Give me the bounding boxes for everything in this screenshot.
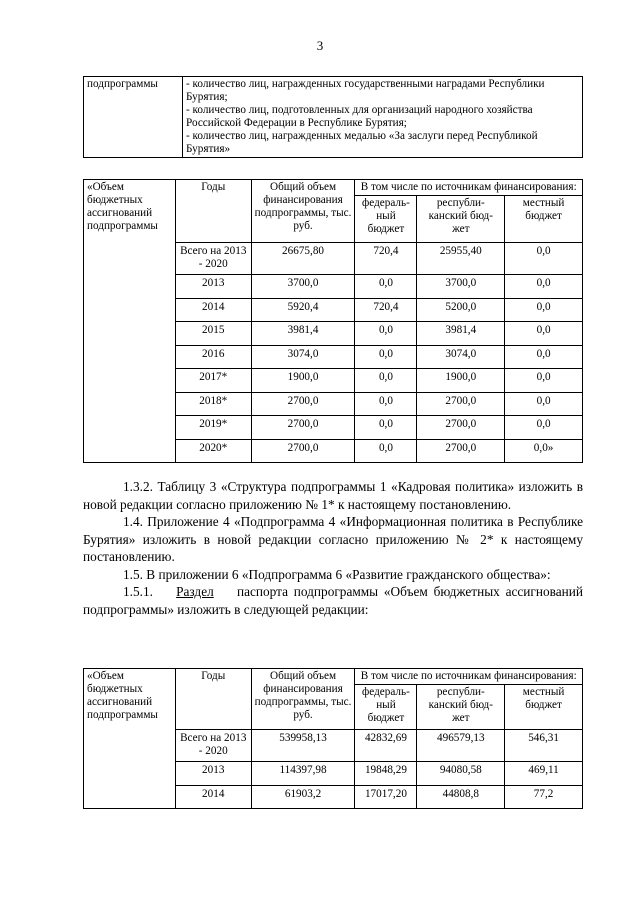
cell-total: 114397,98 [251,762,355,786]
indicators-list [183,77,583,158]
cell-republic: 94080,58 [417,762,505,786]
cell-federal: 0,0 [355,392,417,416]
paragraph-1-4: 1.4. Приложение 4 «Подпрограмма 4 «Информационная политика в Республике Бурятия» изложить в новой редакции согласно приложению № 2* к настоящему постановлению. [83,514,583,564]
cell-year: 2014 [175,785,251,809]
cell-total: 539958,13 [251,730,355,762]
cell-total: 1900,0 [251,369,355,393]
cell-local: 0,0 [505,345,583,369]
cell-republic: 2700,0 [417,392,505,416]
header-local: местный бюджет [505,196,583,243]
paragraph-1-3-2: 1.3.2. Таблицу 3 «Структура подпрограммы 1 «Кадровая политика» изложить в новой редакции согласно приложению № 1* к настоящему постановлению. [83,479,583,512]
header-sources: В том числе по источникам финансирования: [355,180,583,196]
cell-republic: 1900,0 [417,369,505,393]
cell-republic: 25955,40 [417,243,505,275]
cell-republic: 2700,0 [417,439,505,463]
header-local: местный бюджет [505,685,583,730]
header-republic: республи-канский бюд-жет [417,196,505,243]
cell-republic: 496579,13 [417,730,505,762]
row-label: подпрограммы [84,77,183,158]
indicator-item: - количество лиц, награжденных государственными наградами Республики Бурятия; [186,78,545,103]
indicator-item: - количество лиц, награжденных медалью «За заслуги перед Республикой Бурятия» [186,130,538,155]
cell-federal: 0,0 [355,416,417,440]
cell-federal: 0,0 [355,369,417,393]
cell-local: 0,0 [505,322,583,346]
cell-total: 3981,4 [251,322,355,346]
cell-local: 469,11 [505,762,583,786]
header-federal: федераль-ный бюджет [355,196,417,243]
header-total: Общий объем финансирования подпрограммы, тыс. руб. [251,669,355,730]
cell-total: 61903,2 [251,785,355,809]
cell-total: 3700,0 [251,275,355,299]
cell-year: 2014 [175,298,251,322]
header-years: Годы [175,180,251,243]
cell-federal: 19848,29 [355,762,417,786]
paragraph-text: паспорта подпрограммы «Объем бюджетных ассигнований подпрограммы» изложить в следующей редакции: [83,584,583,617]
indicator-item: - количество лиц, подготовленных для организаций народного хозяйства Российской Федерации в Республике Бурятия; [186,104,533,129]
cell-republic: 3981,4 [417,322,505,346]
cell-federal: 17017,20 [355,785,417,809]
cell-local: 0,0» [505,439,583,463]
cell-local: 0,0 [505,392,583,416]
cell-year: Всего на 2013 - 2020 [175,730,251,762]
page-number: 3 [316,38,324,53]
finance-table-2 [83,668,583,809]
cell-local: 0,0 [505,369,583,393]
cell-year: 2015 [175,322,251,346]
cell-year: 2019* [175,416,251,440]
cell-republic: 3074,0 [417,345,505,369]
cell-total: 2700,0 [251,416,355,440]
header-sources: В том числе по источникам финансирования: [355,669,583,685]
cell-local: 0,0 [505,243,583,275]
cell-local: 0,0 [505,275,583,299]
row-label: «Объем бюджетных ассигнований подпрограммы [84,669,176,809]
cell-local: 0,0 [505,298,583,322]
cell-federal: 0,0 [355,322,417,346]
cell-year: 2013 [175,762,251,786]
cell-total: 2700,0 [251,392,355,416]
cell-total: 2700,0 [251,439,355,463]
header-total: Общий объем финансирования подпрограммы, тыс. руб. [251,180,355,243]
paragraph-1-5-1 [83,583,583,618]
cell-year: 2016 [175,345,251,369]
paragraph-1-5: 1.5. В приложении 6 «Подпрограмма 6 «Развитие гражданского общества»: [123,566,551,582]
cell-federal: 720,4 [355,298,417,322]
paragraph-number: 1.5.1. [123,584,153,599]
cell-year: 2018* [175,392,251,416]
cell-year: 2013 [175,275,251,299]
cell-federal: 42832,69 [355,730,417,762]
cell-year: 2017* [175,369,251,393]
cell-year: 2020* [175,439,251,463]
cell-federal: 720,4 [355,243,417,275]
cell-local: 0,0 [505,416,583,440]
cell-year: Всего на 2013 - 2020 [175,243,251,275]
cell-total: 26675,80 [251,243,355,275]
cell-federal: 0,0 [355,275,417,299]
section-link[interactable]: Раздел [176,584,214,599]
header-years: Годы [175,669,251,730]
cell-republic: 5200,0 [417,298,505,322]
subprogram-indicators-table [83,76,583,158]
cell-total: 5920,4 [251,298,355,322]
cell-local: 546,31 [505,730,583,762]
cell-federal: 0,0 [355,345,417,369]
cell-republic: 3700,0 [417,275,505,299]
cell-republic: 44808,8 [417,785,505,809]
cell-local: 77,2 [505,785,583,809]
header-federal: федераль-ный бюджет [355,685,417,730]
finance-table-1 [83,179,583,463]
row-label: «Объем бюджетных ассигнований подпрограммы [84,180,176,463]
cell-total: 3074,0 [251,345,355,369]
header-republic: республи-канский бюд-жет [417,685,505,730]
cell-republic: 2700,0 [417,416,505,440]
body-text [83,478,583,618]
cell-federal: 0,0 [355,439,417,463]
